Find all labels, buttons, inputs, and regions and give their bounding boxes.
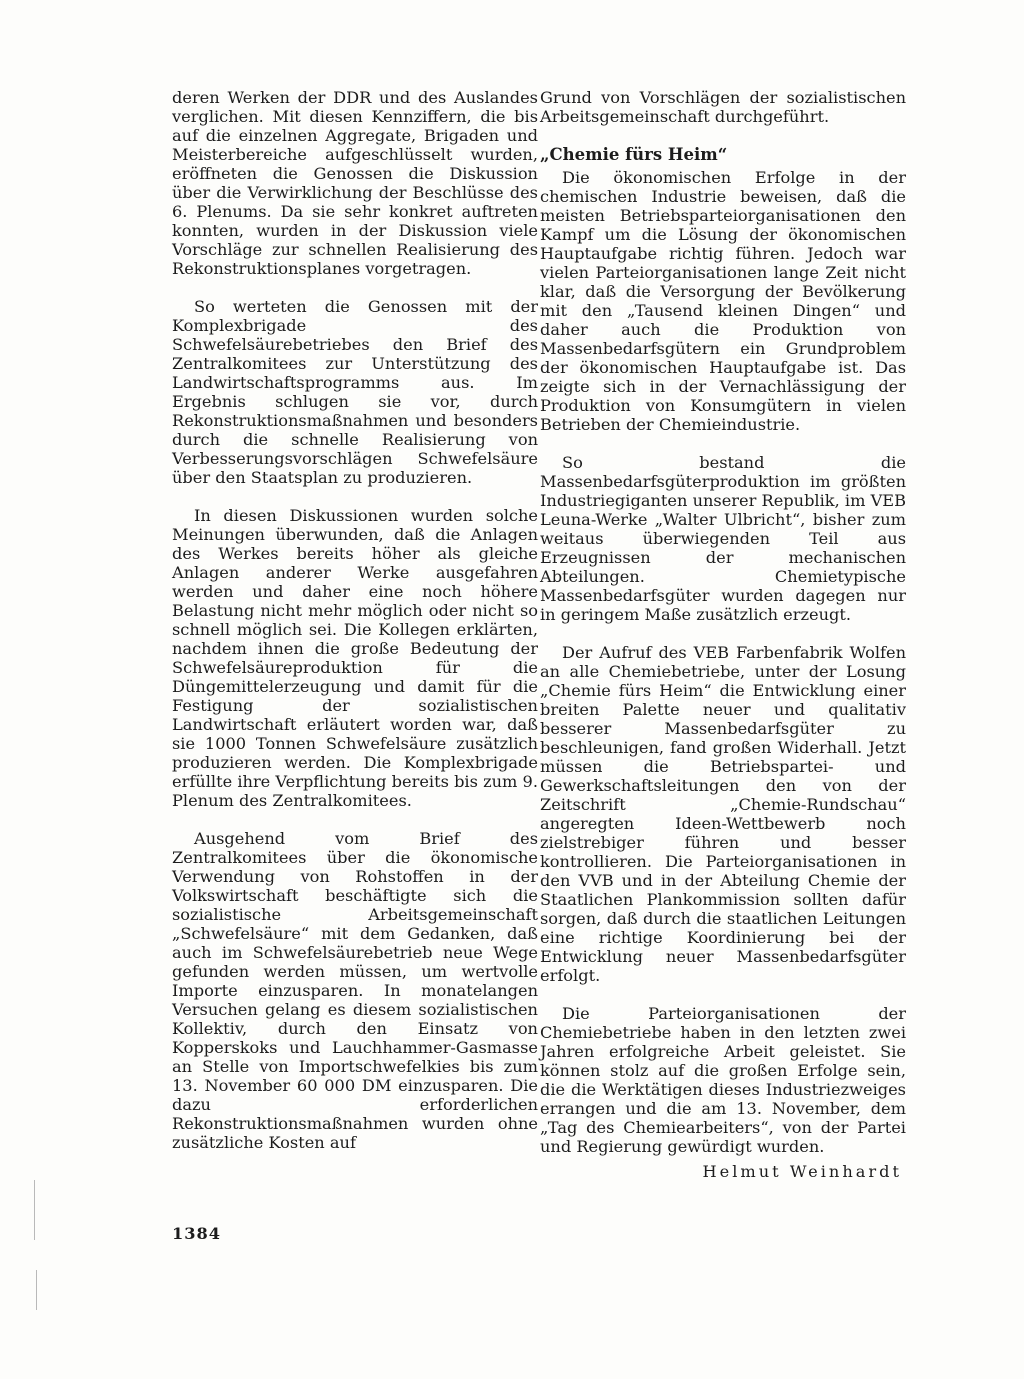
body-paragraph: Ausgehend vom Brief des Zentralkomitees über die ökonomische Verwendung von Rohstoffen in der Volkswirtschaft beschäftigte sich die sozialistische Arbeitsgemeinschaft „Schwefelsäure“ mit dem Gedanken, daß auch im Schwefelsäurebetrieb neue Wege gefunden werden müssen, um wertvolle Importe einzusparen. In monatelangen Versuchen gelang es diesem sozialistischen Kollektiv, durch den Einsatz von Kopperskoks und Lauchhammer-Gasmasse an Stelle von Importschwefelkies bis zum 13. November 60 000 DM einzusparen. Die dazu erforderlichen Rekonstruktionsmaßnahmen wurden ohne zusätzliche Kosten auf	[172, 829, 538, 1152]
body-paragraph: deren Werken der DDR und des Auslandes verglichen. Mit diesen Kennziffern, die bis auf die einzelnen Aggregate, Brigaden und Meisterbereiche aufgeschlüsselt wurden, eröffneten die Genossen die Diskussion über die Verwirklichung der Beschlüsse des 6. Plenums. Da sie sehr konkret auftreten konnten, wurden in der Diskussion viele Vorschläge zur schnellen Realisierung des Rekonstruktionsplanes vorgetragen.	[172, 88, 538, 278]
body-paragraph: So bestand die Massenbedarfsgüterproduktion im größten Industriegiganten unserer Republik, im VEB Leuna-Werke „Walter Ulbricht“, bisher zum weitaus überwiegenden Teil aus Erzeugnissen der mechanischen Abteilungen. Chemietypische Massenbedarfsgüter wurden dagegen nur in geringem Maße zusätzlich erzeugt.	[540, 453, 906, 624]
right-column	[540, 88, 906, 1181]
body-paragraph: Die ökonomischen Erfolge in der chemischen Industrie beweisen, daß die meisten Betriebsparteiorganisationen den Kampf um die Lösung der ökonomischen Hauptaufgabe richtig führen. Jedoch war vielen Parteiorganisationen lange Zeit nicht klar, daß die Versorgung der Bevölkerung mit den „Tausend kleinen Dingen“ und daher auch die Produktion von Massenbedarfsgütern ein Grundproblem der ökonomischen Hauptaufgabe ist. Das zeigte sich in der Vernachlässigung der Produktion von Konsumgütern in vielen Betrieben der Chemieindustrie.	[540, 168, 906, 434]
author-signature: Helmut Weinhardt	[702, 1162, 902, 1181]
page-number: 1384	[172, 1224, 222, 1243]
margin-scan-mark	[36, 1270, 37, 1310]
body-paragraph: Der Aufruf des VEB Farbenfabrik Wolfen an alle Chemiebetriebe, unter der Losung „Chemie fürs Heim“ die Entwicklung einer breiten Palette neuer und qualitativ besserer Massenbedarfsgüter zu beschleunigen, fand großen Widerhall. Jetzt müssen die Betriebspartei- und Gewerkschaftsleitungen den von der Zeitschrift „Chemie-Rundschau“ angeregten Ideen-Wettbewerb noch zielstrebiger führen und besser kontrollieren. Die Parteiorganisationen in den VVB und in der Abteilung Chemie der Staatlichen Plankommission sollten dafür sorgen, daß durch die staatlichen Leitungen eine richtige Koordinierung bei der Entwicklung neuer Massenbedarfsgüter erfolgt.	[540, 643, 906, 985]
body-paragraph: Die Parteiorganisationen der Chemiebetriebe haben in den letzten zwei Jahren erfolgreiche Arbeit geleistet. Sie können stolz auf die großen Erfolge sein, die die Werktätigen dieses Industriezweiges errangen und die am 13. November, dem „Tag des Chemiearbeiters“, von der Partei und Regierung gewürdigt wurden.	[540, 1004, 906, 1156]
margin-scan-mark	[34, 1180, 35, 1240]
body-paragraph: So werteten die Genossen mit der Komplexbrigade des Schwefelsäurebetriebes den Brief des Zentralkomitees zur Unterstützung des Landwirtschaftsprogramms aus. Im Ergebnis schlugen sie vor, durch Rekonstruktionsmaßnahmen und besonders durch die schnelle Realisierung von Verbesserungsvorschlägen Schwefelsäure über den Staatsplan zu produzieren.	[172, 297, 538, 487]
continued-paragraph: Grund von Vorschlägen der sozialistischen Arbeitsgemeinschaft durchgeführt.	[540, 88, 906, 126]
section-heading: „Chemie fürs Heim“	[540, 145, 728, 164]
body-paragraph: In diesen Diskussionen wurden solche Meinungen überwunden, daß die Anlagen des Werkes bereits höher als gleiche Anlagen anderer Werke ausgefahren werden und daher eine noch höhere Belastung nicht mehr möglich oder nicht so schnell möglich sei. Die Kollegen erklärten, nachdem ihnen die große Bedeutung der Schwefelsäureproduktion für die Düngemittelerzeugung und damit für die Festigung der sozialistischen Landwirtschaft erläutert worden war, daß sie 1000 Tonnen Schwefelsäure zusätzlich produzieren werden. Die Komplexbrigade erfüllte ihre Verpflichtung bereits bis zum 9. Plenum des Zentralkomitees.	[172, 506, 538, 810]
left-column	[172, 88, 538, 1152]
